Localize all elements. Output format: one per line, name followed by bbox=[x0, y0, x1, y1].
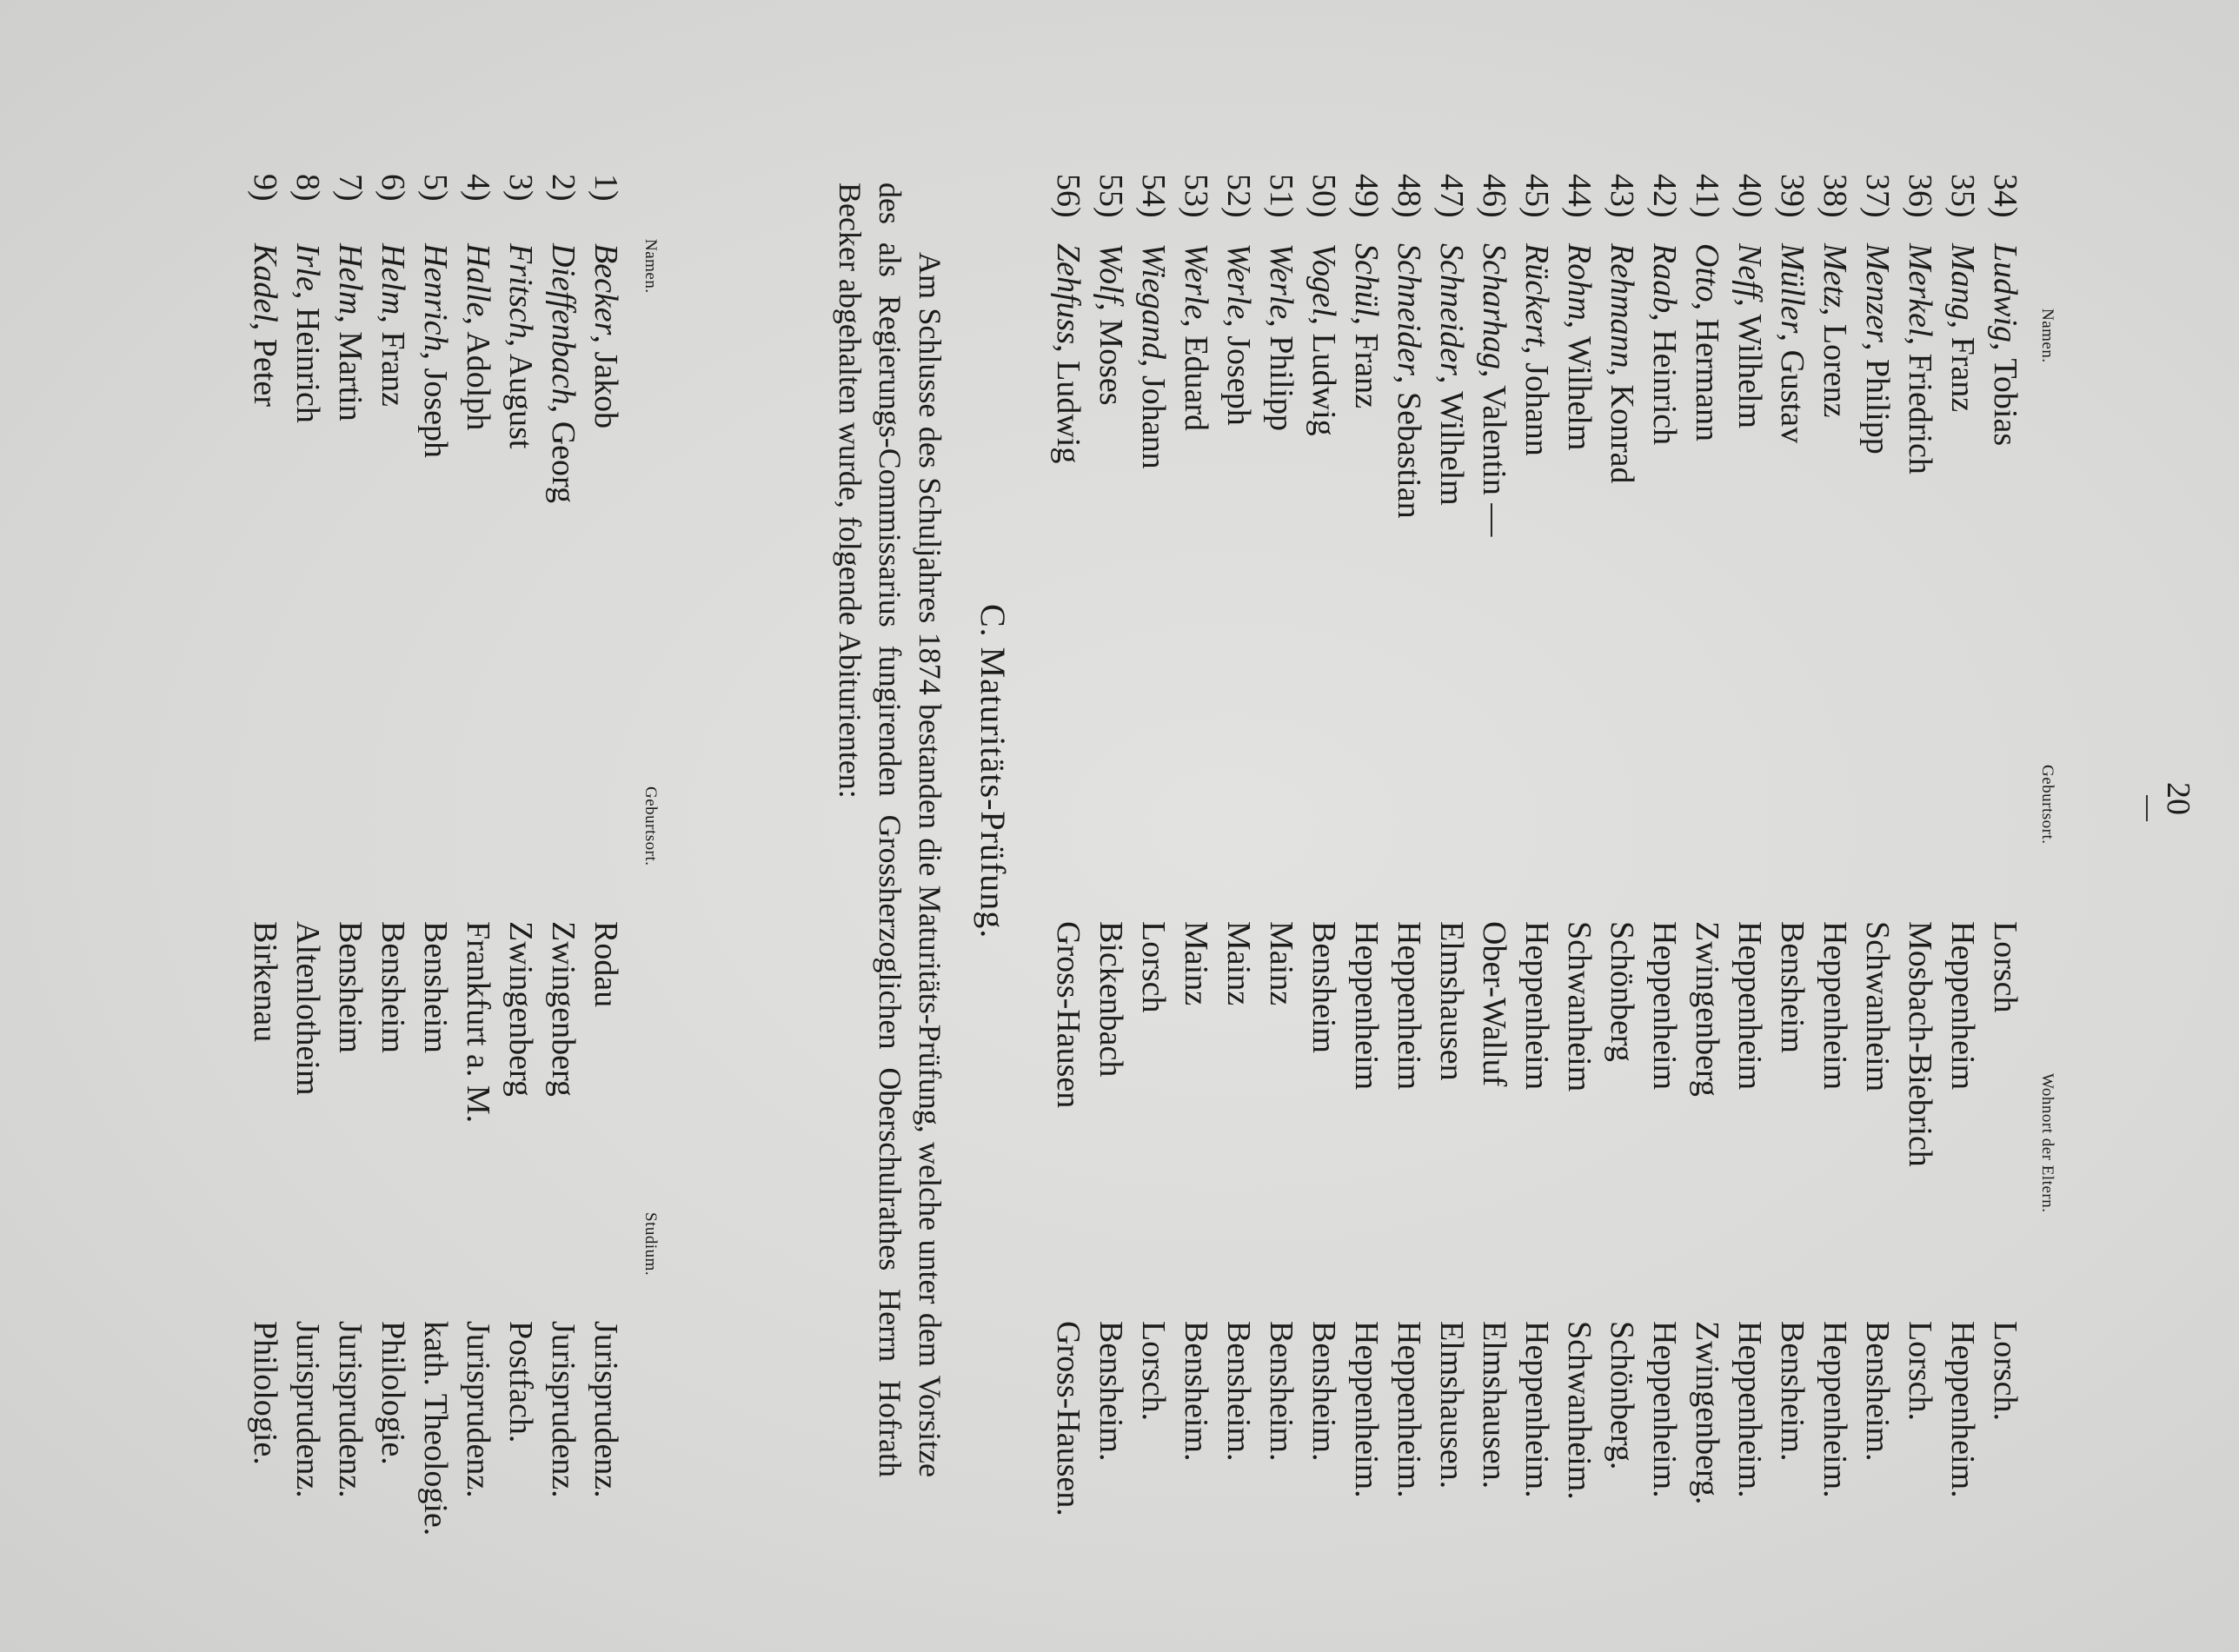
last-name: Merkel bbox=[1902, 243, 1938, 337]
birthplace: Heppenheim bbox=[1817, 921, 1853, 1091]
first-name: Peter bbox=[247, 338, 283, 407]
table-row: 8)Irle, Heinrich Altenlotheim Jurisprudenz. bbox=[286, 174, 329, 1521]
last-name: Helm bbox=[332, 243, 369, 315]
first-name: Philipp bbox=[1859, 358, 1896, 454]
table-row: 6)Helm, Franz Bensheim Philologie. bbox=[371, 174, 414, 1521]
row-number: 34) bbox=[1987, 174, 2023, 218]
table-row: 55)Wolf, Moses Bickenbach Bensheim. bbox=[1089, 174, 1132, 1477]
last-name: Rehmann bbox=[1604, 243, 1640, 368]
field-of-study: Jurisprudenz. bbox=[332, 1321, 369, 1498]
row-number: 55) bbox=[1093, 174, 1129, 218]
birthplace: Lorsch bbox=[1987, 921, 2023, 1013]
field-of-study: Jurisprudenz. bbox=[545, 1321, 581, 1498]
birthplace: Zwingenberg bbox=[1689, 921, 1725, 1097]
table-row: 37)Menzer, Philipp Schwanheim Bensheim. bbox=[1856, 174, 1898, 1477]
parents-residence: Heppenheim. bbox=[1731, 1321, 1768, 1498]
table-row: 4)Halle, Adolph Frankfurt a. M. Jurisprudenz. bbox=[456, 174, 499, 1521]
header-wohnort: Wohnort der Eltern. bbox=[2038, 1073, 2056, 1213]
first-name: Joseph bbox=[1220, 335, 1257, 426]
first-name: Joseph bbox=[417, 368, 454, 458]
first-name: Friedrich bbox=[1902, 353, 1938, 474]
table-row: 49)Schül, Franz Heppenheim Heppenheim. bbox=[1345, 174, 1387, 1477]
parents-residence: Lorsch. bbox=[1135, 1321, 1172, 1422]
table-row: 54)Wiegand, Johann Lorsch Lorsch. bbox=[1132, 174, 1174, 1477]
table-row: 5)Henrich, Joseph Bensheim kath. Theologie. bbox=[414, 174, 456, 1521]
birthplace: Heppenheim bbox=[1348, 921, 1385, 1091]
last-name: Rohm bbox=[1561, 243, 1598, 321]
first-name: Adolph bbox=[460, 331, 496, 431]
first-name: Ludwig bbox=[1050, 361, 1086, 464]
birthplace: Heppenheim bbox=[1731, 921, 1768, 1091]
birthplace: Ober-Walluf bbox=[1476, 921, 1512, 1087]
table-row: 56)Zehfuss, Ludwig Gross-Hausen Gross-Hausen. bbox=[1046, 174, 1089, 1477]
first-name: Lorenz bbox=[1817, 323, 1853, 418]
field-of-study: kath. Theologie. bbox=[417, 1321, 454, 1536]
last-name: Fritsch bbox=[502, 243, 539, 339]
parents-residence: Elmshausen. bbox=[1476, 1321, 1512, 1489]
parents-residence: Heppenheim. bbox=[1646, 1321, 1683, 1498]
last-name: Werle bbox=[1263, 243, 1299, 320]
birthplace: Bensheim bbox=[417, 921, 454, 1053]
row-number: 8) bbox=[289, 174, 326, 202]
table-row: 51)Werle, Philipp Mainz Bensheim. bbox=[1259, 174, 1302, 1477]
first-name: Franz bbox=[375, 331, 411, 407]
matura-header-studium: Studium. bbox=[641, 1212, 660, 1277]
row-number: 35) bbox=[1944, 174, 1981, 218]
birthplace: Altenlotheim bbox=[289, 921, 326, 1096]
last-name: Rückert bbox=[1518, 243, 1555, 347]
last-name: Henrich bbox=[417, 243, 454, 352]
parents-residence: Bensheim. bbox=[1774, 1321, 1810, 1462]
last-name: Schneider bbox=[1391, 243, 1427, 375]
parents-residence: Heppenheim. bbox=[1391, 1321, 1427, 1498]
last-name: Zehfuss bbox=[1050, 243, 1086, 345]
last-name: Otto bbox=[1689, 243, 1725, 302]
row-number: 45) bbox=[1518, 174, 1555, 218]
first-name: Wilhelm bbox=[1561, 335, 1598, 451]
last-name: Kadel bbox=[247, 243, 283, 322]
first-name: Eduard bbox=[1178, 335, 1214, 431]
row-number: 53) bbox=[1178, 174, 1214, 218]
first-name: Hermann bbox=[1689, 318, 1725, 441]
page-number: 20 bbox=[2160, 782, 2196, 815]
first-name: Heinrich bbox=[289, 307, 326, 423]
parents-residence: Bensheim. bbox=[1306, 1321, 1342, 1462]
row-number: 7) bbox=[332, 174, 369, 202]
row-number: 3) bbox=[502, 174, 539, 202]
parents-residence: Bensheim. bbox=[1263, 1321, 1299, 1462]
first-name: Martin bbox=[332, 331, 369, 421]
first-name: Johann bbox=[1135, 375, 1172, 469]
birthplace: Schwanheim bbox=[1859, 921, 1896, 1092]
parents-residence: Bensheim. bbox=[1220, 1321, 1257, 1462]
row-number: 54) bbox=[1135, 174, 1172, 218]
first-name: Franz bbox=[1944, 336, 1981, 413]
field-of-study: Jurisprudenz. bbox=[460, 1321, 496, 1498]
birthplace: Mosbach-Biebrich bbox=[1902, 921, 1938, 1167]
table-row: 42)Raab, Heinrich Heppenheim Heppenheim. bbox=[1643, 174, 1685, 1477]
first-name: Johann bbox=[1518, 362, 1555, 456]
last-name: Scharhag bbox=[1476, 243, 1512, 369]
birthplace: Heppenheim bbox=[1518, 921, 1555, 1091]
row-number: 42) bbox=[1646, 174, 1683, 218]
table-row: 46)Scharhag, Valentin — Ober-Walluf Elmshausen. bbox=[1472, 174, 1515, 1477]
last-name: Müller bbox=[1774, 243, 1810, 334]
parents-residence: Bensheim. bbox=[1178, 1321, 1214, 1462]
birthplace: Heppenheim bbox=[1646, 921, 1683, 1091]
last-name: Helm bbox=[375, 243, 411, 315]
row-number: 51) bbox=[1263, 174, 1299, 218]
last-name: Menzer bbox=[1859, 243, 1896, 342]
parents-residence: Bensheim. bbox=[1859, 1321, 1896, 1462]
parents-residence: Elmshausen. bbox=[1433, 1321, 1470, 1489]
matura-header-namen: Namen. bbox=[641, 239, 660, 294]
first-name: Wilhelm bbox=[1433, 391, 1470, 506]
last-name: Metz bbox=[1817, 243, 1853, 308]
table-row: 35)Mang, Franz Heppenheim Heppenheim. bbox=[1941, 174, 1983, 1477]
table-row: 36)Merkel, Friedrich Mosbach-Biebrich Lorsch. bbox=[1898, 174, 1941, 1477]
birthplace: Mainz bbox=[1263, 921, 1299, 1006]
last-name: Dieffenbach bbox=[545, 243, 581, 405]
field-of-study: Jurisprudenz. bbox=[588, 1321, 624, 1498]
last-name: Irle bbox=[289, 243, 326, 291]
first-name: Philipp bbox=[1263, 335, 1299, 432]
first-name: Gustav bbox=[1774, 349, 1810, 444]
row-number: 49) bbox=[1348, 174, 1385, 218]
parents-residence: Schwanheim. bbox=[1561, 1321, 1598, 1500]
row-number: 9) bbox=[247, 174, 283, 202]
parents-residence: Zwingenberg. bbox=[1689, 1321, 1725, 1505]
last-name: Wolf bbox=[1093, 243, 1129, 303]
table-row: 9)Kadel, Peter Birkenau Philologie. bbox=[243, 174, 286, 1521]
birthplace: Gross-Hausen bbox=[1050, 921, 1086, 1109]
parents-residence: Heppenheim. bbox=[1944, 1321, 1981, 1498]
birthplace: Bickenbach bbox=[1093, 921, 1129, 1078]
birthplace: Zwingenberg bbox=[502, 921, 539, 1097]
first-name: August bbox=[502, 353, 539, 449]
last-name: Werle bbox=[1178, 243, 1214, 320]
birthplace: Zwingenberg bbox=[545, 921, 581, 1097]
birthplace: Lorsch bbox=[1135, 921, 1172, 1013]
table-row: 2)Dieffenbach, Georg Zwingenberg Jurisprudenz. bbox=[541, 174, 584, 1521]
birthplace: Schönberg bbox=[1604, 921, 1640, 1062]
row-number: 2) bbox=[545, 174, 581, 202]
parents-residence: Bensheim. bbox=[1093, 1321, 1129, 1462]
first-name: Valentin — bbox=[1476, 385, 1512, 537]
first-name: Franz bbox=[1348, 333, 1385, 408]
first-name: Konrad bbox=[1604, 384, 1640, 484]
birthplace: Bensheim bbox=[375, 921, 411, 1053]
birthplace: Elmshausen bbox=[1433, 921, 1470, 1081]
field-of-study: Postfach. bbox=[502, 1321, 539, 1443]
table-row: 38)Metz, Lorenz Heppenheim Heppenheim. bbox=[1813, 174, 1856, 1477]
table-row: 34)Ludwig, Tobias Lorsch Lorsch. bbox=[1983, 174, 2026, 1477]
birthplace: Schwanheim bbox=[1561, 921, 1598, 1092]
row-number: 44) bbox=[1561, 174, 1598, 218]
row-number: 38) bbox=[1817, 174, 1853, 218]
first-name: Georg bbox=[545, 421, 581, 503]
first-name: Jakob bbox=[588, 351, 624, 429]
parents-residence: Heppenheim. bbox=[1817, 1321, 1853, 1498]
last-name: Schül bbox=[1348, 243, 1385, 317]
row-number: 56) bbox=[1050, 174, 1086, 218]
birthplace: Birkenau bbox=[247, 921, 283, 1043]
parents-residence: Heppenheim. bbox=[1348, 1321, 1385, 1498]
first-name: Moses bbox=[1093, 319, 1129, 406]
birthplace: Rodau bbox=[588, 921, 624, 1008]
parents-residence: Gross-Hausen. bbox=[1050, 1321, 1086, 1516]
row-number: 1) bbox=[588, 174, 624, 202]
last-name: Neff bbox=[1731, 243, 1768, 299]
birthplace: Bensheim bbox=[332, 921, 369, 1053]
table-row: 45)Rückert, Johann Heppenheim Heppenheim. bbox=[1515, 174, 1558, 1477]
first-name: Sebastian bbox=[1391, 391, 1427, 519]
row-number: 39) bbox=[1774, 174, 1810, 218]
table-row: 1)Becker, Jakob Rodau Jurisprudenz. bbox=[584, 174, 627, 1521]
row-number: 48) bbox=[1391, 174, 1427, 218]
row-number: 41) bbox=[1689, 174, 1725, 218]
table-row: 43)Rehmann, Konrad Schönberg Schönberg. bbox=[1600, 174, 1643, 1477]
field-of-study: Philologie. bbox=[247, 1321, 283, 1465]
table-row: 41)Otto, Hermann Zwingenberg Zwingenberg. bbox=[1685, 174, 1728, 1477]
last-name: Vogel bbox=[1306, 243, 1342, 317]
last-name: Raab bbox=[1646, 243, 1683, 314]
table-row: 52)Werle, Joseph Mainz Bensheim. bbox=[1217, 174, 1259, 1477]
table-row: 3)Fritsch, August Zwingenberg Postfach. bbox=[499, 174, 541, 1521]
birthplace: Heppenheim bbox=[1944, 921, 1981, 1091]
row-number: 50) bbox=[1306, 174, 1342, 218]
first-name: Heinrich bbox=[1646, 329, 1683, 446]
last-name: Wiegand bbox=[1135, 243, 1172, 359]
matura-header-geburtsort: Geburtsort. bbox=[641, 786, 660, 866]
table-row: 44)Rohm, Wilhelm Schwanheim Schwanheim. bbox=[1558, 174, 1600, 1477]
birthplace: Frankfurt a. M. bbox=[460, 921, 496, 1124]
row-number: 36) bbox=[1902, 174, 1938, 218]
last-name: Becker bbox=[588, 243, 624, 335]
table-row: 40)Neff, Wilhelm Heppenheim Heppenheim. bbox=[1728, 174, 1771, 1477]
table-row: 53)Werle, Eduard Mainz Bensheim. bbox=[1174, 174, 1217, 1477]
row-number: 46) bbox=[1476, 174, 1512, 218]
row-number: 40) bbox=[1731, 174, 1768, 218]
last-name: Werle bbox=[1220, 243, 1257, 320]
field-of-study: Philologie. bbox=[375, 1321, 411, 1465]
row-number: 5) bbox=[417, 174, 454, 202]
birthplace: Mainz bbox=[1178, 921, 1214, 1006]
first-name: Tobias bbox=[1987, 358, 2023, 447]
row-number: 37) bbox=[1859, 174, 1896, 218]
last-name: Halle bbox=[460, 243, 496, 317]
row-number: 4) bbox=[460, 174, 496, 202]
parents-residence: Heppenheim. bbox=[1518, 1321, 1555, 1498]
field-of-study: Jurisprudenz. bbox=[289, 1321, 326, 1498]
table-row: 7)Helm, Martin Bensheim Jurisprudenz. bbox=[329, 174, 371, 1521]
birthplace: Heppenheim bbox=[1391, 921, 1427, 1091]
last-name: Mang bbox=[1944, 243, 1981, 321]
header-geburtsort: Geburtsort. bbox=[2038, 765, 2056, 845]
parents-residence: Lorsch. bbox=[1902, 1321, 1938, 1422]
page-number-rule bbox=[2146, 795, 2148, 821]
row-number: 43) bbox=[1604, 174, 1640, 218]
row-number: 6) bbox=[375, 174, 411, 202]
table-row: 39)Müller, Gustav Bensheim Bensheim. bbox=[1771, 174, 1813, 1477]
first-name: Wilhelm bbox=[1731, 314, 1768, 429]
row-number: 47) bbox=[1433, 174, 1470, 218]
birthplace: Bensheim bbox=[1774, 921, 1810, 1053]
birthplace: Mainz bbox=[1220, 921, 1257, 1006]
table-row: 50)Vogel, Ludwig Bensheim Bensheim. bbox=[1302, 174, 1345, 1477]
table-row: 48)Schneider, Sebastian Heppenheim Heppenheim. bbox=[1387, 174, 1430, 1477]
matura-paragraph-text: Am Schlusse des Schuljahres 1874 bestanden die Maturitäts-Prüfung, welche unter dem Vorsitze des als Regierungs-Commissarius fungirenden Grossherzoglichen Oberschulrathes Herrn Hofrath Becker abgehalten wurde, folgende Abiturienten: bbox=[833, 182, 947, 1477]
parents-residence: Schönberg. bbox=[1604, 1321, 1640, 1470]
last-name: Schneider bbox=[1433, 243, 1470, 375]
first-name: Ludwig bbox=[1306, 333, 1342, 436]
section-title: C. Maturitäts-Prüfung. bbox=[973, 604, 1013, 939]
table-row: 47)Schneider, Wilhelm Elmshausen Elmshausen. bbox=[1430, 174, 1472, 1477]
row-number: 52) bbox=[1220, 174, 1257, 218]
header-namen: Namen. bbox=[2038, 309, 2056, 363]
parents-residence: Lorsch. bbox=[1987, 1321, 2023, 1422]
birthplace: Bensheim bbox=[1306, 921, 1342, 1053]
matura-paragraph bbox=[830, 182, 950, 1477]
last-name: Ludwig bbox=[1987, 243, 2023, 343]
